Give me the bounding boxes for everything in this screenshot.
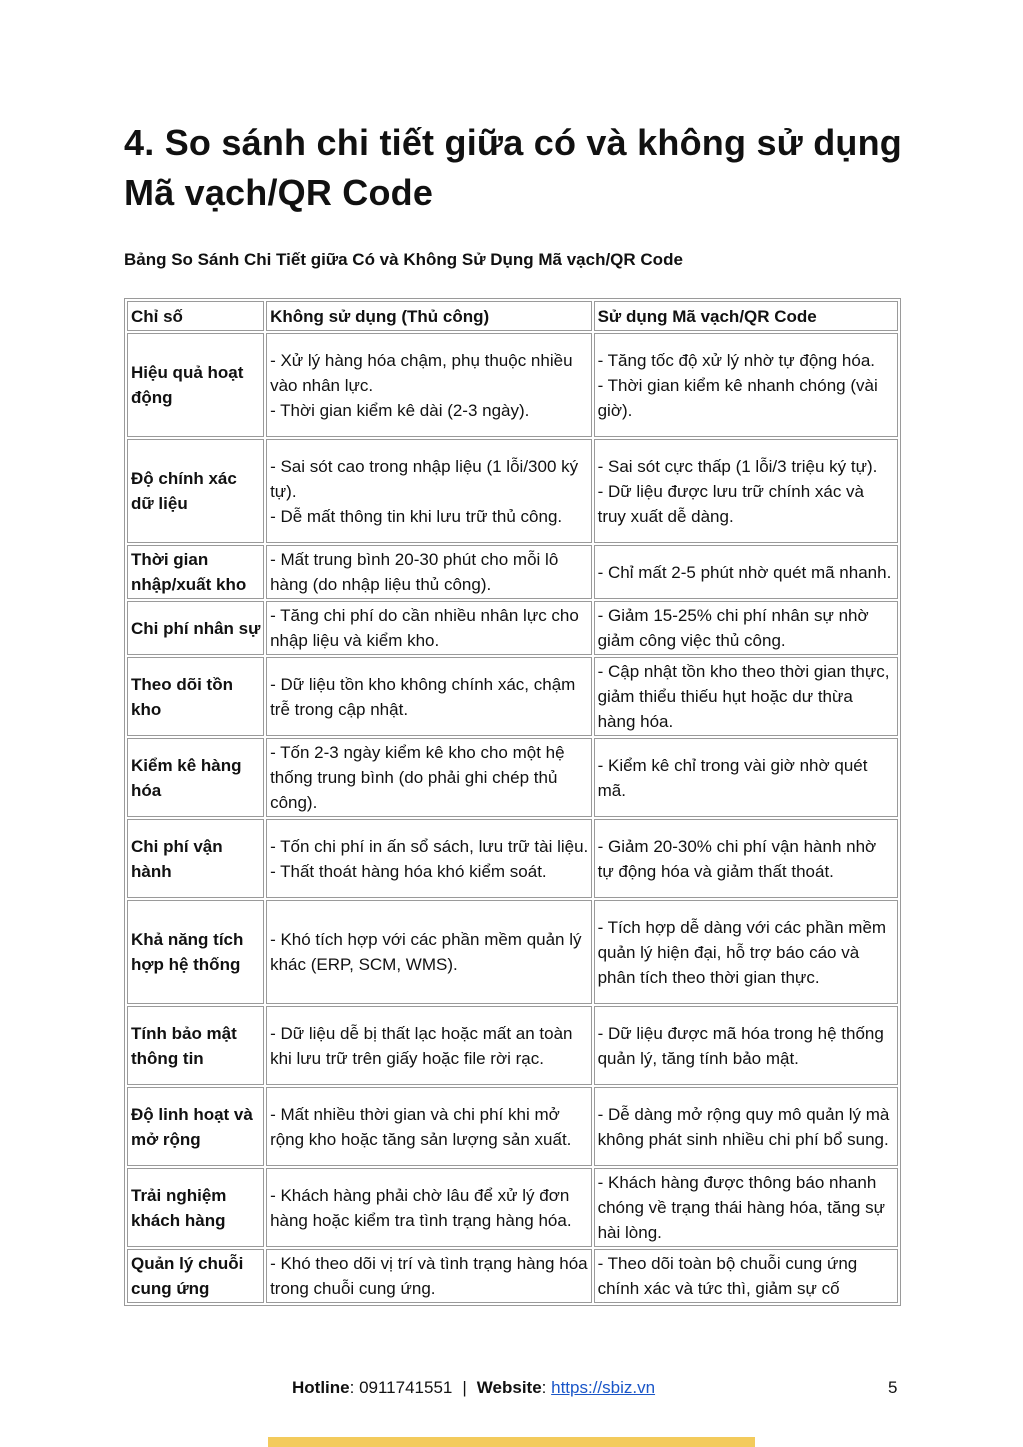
row-manual: - Mất trung bình 20-30 phút cho mỗi lô hàng (do nhập liệu thủ công). bbox=[266, 545, 592, 599]
page-number: 5 bbox=[888, 1378, 898, 1397]
footer-accent-bar bbox=[268, 1437, 755, 1447]
row-metric: Khả năng tích hợp hệ thống bbox=[127, 900, 264, 1004]
row-metric: Độ linh hoạt và mở rộng bbox=[127, 1087, 264, 1166]
table-row bbox=[127, 601, 898, 655]
row-manual: - Xử lý hàng hóa chậm, phụ thuộc nhiều vào nhân lực. - Thời gian kiểm kê dài (2-3 ngày). bbox=[266, 333, 592, 437]
row-manual: - Sai sót cao trong nhập liệu (1 lỗi/300 ký tự). - Dễ mất thông tin khi lưu trữ thủ công. bbox=[266, 439, 592, 543]
footer-separator: | bbox=[462, 1378, 467, 1397]
row-barcode: - Giảm 20-30% chi phí vận hành nhờ tự động hóa và giảm thất thoát. bbox=[594, 819, 898, 898]
row-manual: - Tốn chi phí in ấn sổ sách, lưu trữ tài liệu. - Thất thoát hàng hóa khó kiểm soát. bbox=[266, 819, 592, 898]
table-caption: Bảng So Sánh Chi Tiết giữa Có và Không Sử Dụng Mã vạch/QR Code bbox=[124, 250, 683, 269]
hotline-value: 0911741551 bbox=[359, 1378, 453, 1397]
table-row bbox=[127, 1087, 898, 1166]
page-title: 4. So sánh chi tiết giữa có và không sử dụng Mã vạch/QR Code bbox=[124, 122, 902, 213]
page-footer bbox=[0, 1376, 1023, 1400]
header-manual: Không sử dụng (Thủ công) bbox=[266, 301, 592, 331]
row-barcode: - Dữ liệu được mã hóa trong hệ thống quản lý, tăng tính bảo mật. bbox=[594, 1006, 898, 1085]
row-barcode: - Chỉ mất 2-5 phút nhờ quét mã nhanh. bbox=[594, 545, 898, 599]
row-metric: Trải nghiệm khách hàng bbox=[127, 1168, 264, 1247]
table-row bbox=[127, 1249, 898, 1303]
row-manual: - Khó tích hợp với các phần mềm quản lý khác (ERP, SCM, WMS). bbox=[266, 900, 592, 1004]
row-metric: Quản lý chuỗi cung ứng bbox=[127, 1249, 264, 1303]
row-barcode: - Giảm 15-25% chi phí nhân sự nhờ giảm công việc thủ công. bbox=[594, 601, 898, 655]
row-metric: Chi phí nhân sự bbox=[127, 601, 264, 655]
row-barcode: - Khách hàng được thông báo nhanh chóng về trạng thái hàng hóa, tăng sự hài lòng. bbox=[594, 1168, 898, 1247]
row-barcode: - Tăng tốc độ xử lý nhờ tự động hóa. - Thời gian kiểm kê nhanh chóng (vài giờ). bbox=[594, 333, 898, 437]
row-manual: - Khó theo dõi vị trí và tình trạng hàng hóa trong chuỗi cung ứng. bbox=[266, 1249, 592, 1303]
row-barcode: - Tích hợp dễ dàng với các phần mềm quản lý hiện đại, hỗ trợ báo cáo và phân tích theo thời gian thực. bbox=[594, 900, 898, 1004]
table-row bbox=[127, 439, 898, 543]
row-manual: - Dữ liệu dễ bị thất lạc hoặc mất an toàn khi lưu trữ trên giấy hoặc file rời rạc. bbox=[266, 1006, 592, 1085]
footer-contact: Hotline: 0911741551 | Website: https://sbiz.vn bbox=[292, 1378, 656, 1397]
row-metric: Chi phí vận hành bbox=[127, 819, 264, 898]
header-barcode: Sử dụng Mã vạch/QR Code bbox=[594, 301, 898, 331]
table-row bbox=[127, 657, 898, 736]
row-metric: Kiểm kê hàng hóa bbox=[127, 738, 264, 817]
row-metric: Theo dõi tồn kho bbox=[127, 657, 264, 736]
table-row bbox=[127, 545, 898, 599]
table-row bbox=[127, 900, 898, 1004]
row-metric: Hiệu quả hoạt động bbox=[127, 333, 264, 437]
row-barcode: - Dễ dàng mở rộng quy mô quản lý mà không phát sinh nhiều chi phí bổ sung. bbox=[594, 1087, 898, 1166]
row-manual: - Khách hàng phải chờ lâu để xử lý đơn hàng hoặc kiểm tra tình trạng hàng hóa. bbox=[266, 1168, 592, 1247]
row-barcode: - Kiểm kê chỉ trong vài giờ nhờ quét mã. bbox=[594, 738, 898, 817]
table-row bbox=[127, 819, 898, 898]
row-barcode: - Theo dõi toàn bộ chuỗi cung ứng chính xác và tức thì, giảm sự cố bbox=[594, 1249, 898, 1303]
row-manual: - Dữ liệu tồn kho không chính xác, chậm trễ trong cập nhật. bbox=[266, 657, 592, 736]
website-label: Website bbox=[476, 1378, 542, 1397]
table-header-row bbox=[127, 301, 898, 331]
row-metric: Thời gian nhập/xuất kho bbox=[127, 545, 264, 599]
hotline-label: Hotline bbox=[292, 1378, 350, 1397]
row-barcode: - Sai sót cực thấp (1 lỗi/3 triệu ký tự). - Dữ liệu được lưu trữ chính xác và truy xuất dễ dàng. bbox=[594, 439, 898, 543]
row-metric: Độ chính xác dữ liệu bbox=[127, 439, 264, 543]
table-row bbox=[127, 738, 898, 817]
table-row bbox=[127, 333, 898, 437]
table-row bbox=[127, 1006, 898, 1085]
table-row bbox=[127, 1168, 898, 1247]
row-manual: - Mất nhiều thời gian và chi phí khi mở rộng kho hoặc tăng sản lượng sản xuất. bbox=[266, 1087, 592, 1166]
row-manual: - Tốn 2-3 ngày kiểm kê kho cho một hệ thống trung bình (do phải ghi chép thủ công). bbox=[266, 738, 592, 817]
row-metric: Tính bảo mật thông tin bbox=[127, 1006, 264, 1085]
comparison-table bbox=[124, 298, 901, 1306]
row-manual: - Tăng chi phí do cần nhiều nhân lực cho nhập liệu và kiểm kho. bbox=[266, 601, 592, 655]
website-link[interactable]: https://sbiz.vn bbox=[551, 1378, 656, 1397]
header-metric: Chỉ số bbox=[127, 301, 264, 331]
row-barcode: - Cập nhật tồn kho theo thời gian thực, giảm thiểu thiếu hụt hoặc dư thừa hàng hóa. bbox=[594, 657, 898, 736]
